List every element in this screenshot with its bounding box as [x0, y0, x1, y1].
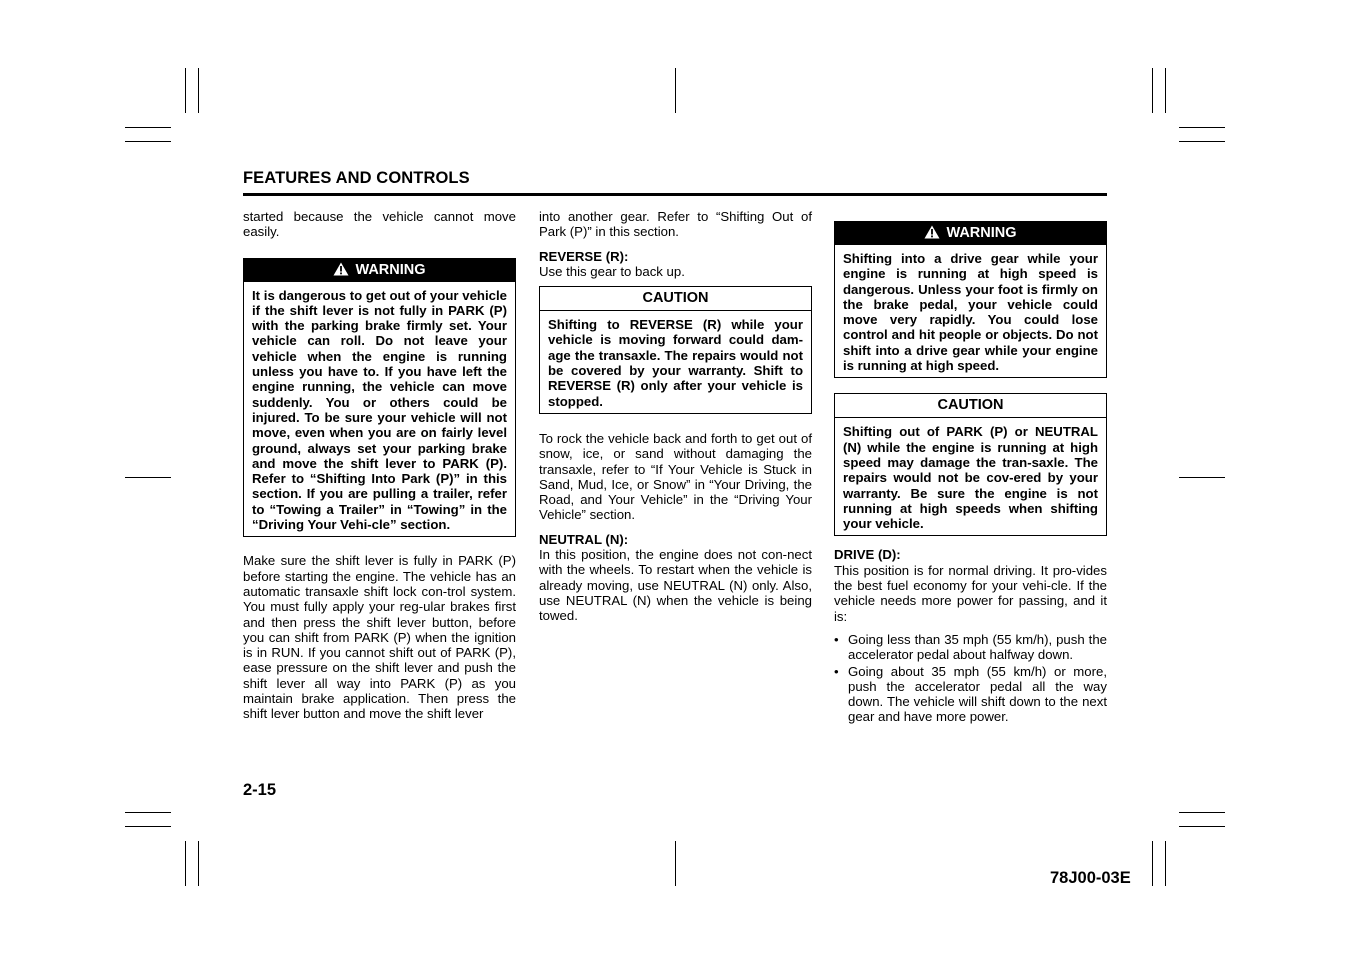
warning-label: WARNING	[946, 225, 1017, 241]
col1-body: Make sure the shift lever is fully in PARK (P) before starting the engine. The vehicle has an automatic transaxle shift lock con-trol system. You must fully apply your reg-ular brakes first and then press the shift lever button, before you can shift from PARK (P) when the ignition is in RUN. If you cannot shift out of PARK (P), ease pressure on the shift lever and push the shift lever all way into PARK (P) as you maintain brake application. Then press the shift lever button and move the shift lever	[243, 553, 516, 722]
rock-text: To rock the vehicle back and forth to get out of snow, ice, or sand without damaging the transaxle, refer to “If Your Vehicle is Stuck in Sand, Mud, Ice, or Snow” in “Your Driving, the Road, and Your Vehicle” in the “Driving Your Vehicle” section.	[539, 430, 812, 523]
document-code: 78J00-03E	[1050, 869, 1131, 887]
column-3	[834, 221, 1107, 725]
drive-heading: DRIVE (D):	[834, 547, 901, 563]
reverse-text: Use this gear to back up.	[539, 263, 685, 279]
caution-box	[834, 393, 1107, 536]
caution-header: CAUTION	[540, 287, 811, 311]
warning-triangle-icon	[924, 225, 940, 239]
caution-box	[539, 286, 812, 414]
caution-header: CAUTION	[835, 394, 1106, 418]
column-1	[243, 209, 516, 722]
drive-bullet-list	[834, 632, 1107, 725]
reverse-heading: REVERSE (R):	[539, 248, 629, 264]
warning-header	[244, 259, 515, 282]
warning-label: WARNING	[355, 261, 426, 278]
caution-text: Shifting out of PARK (P) or NEUTRAL (N) while the engine is running at high speed may damage the tran-saxle. The repairs would not be cov-ered by your warranty. Be sure the engine is not running at high speeds when shifting your vehicle.	[843, 424, 1098, 532]
warning-text: It is dangerous to get out of your vehicle if the shift lever is not fully in PARK (P) with the parking brake firmly set. Your vehicle can roll. Do not leave your vehicle when the engine is running unless you have to. If you have left the engine running, the vehicle can move suddenly. You or others could be injured. To be sure your vehicle will not move, even when you are on fairly level ground, always set your parking brake and move the shift lever to PARK (P). Refer to “Shifting Into Park (P)” in this section. If you are pulling a trailer, refer to “Towing a Trailer” in “Towing” in the “Driving Your Vehi-cle” section.	[252, 287, 507, 533]
warning-triangle-icon	[333, 262, 349, 276]
warning-header	[835, 222, 1106, 245]
warning-text: Shifting into a drive gear while your engine is running at high speed is dangerous. Unless your foot is firmly on the brake pedal, your vehicle could move very rapidly. You could lose control and hit people or objects. Do not shift into a drive gear while your engine is running at high speed.	[843, 251, 1098, 374]
page-number: 2-15	[243, 781, 277, 799]
warning-box	[834, 221, 1107, 378]
section-title: FEATURES AND CONTROLS	[243, 169, 470, 187]
list-item: • Going less than 35 mph (55 km/h), push the accelerator pedal about halfway down.	[834, 632, 1107, 663]
col1-intro: started because the vehicle cannot move easily.	[243, 209, 516, 240]
warning-box	[243, 258, 516, 538]
list-item: • Going about 35 mph (55 km/h) or more, push the accelerator pedal all the way down. The vehicle will shift down to the next gear and have more power.	[834, 664, 1107, 725]
col2-intro: into another gear. Refer to “Shifting Out of Park (P)” in this section.	[539, 209, 812, 240]
column-2	[539, 209, 812, 624]
neutral-heading: NEUTRAL (N):	[539, 531, 629, 547]
neutral-text: In this position, the engine does not con-nect with the wheels. To restart when the vehicle is already moving, use NEUTRAL (N) only. Also, use NEUTRAL (N) when the vehicle is being towed.	[539, 547, 812, 624]
caution-text: Shifting to REVERSE (R) while your vehicle is moving forward could dam-age the transaxle. The repairs would not be covered by your warranty. Shift to REVERSE (R) only after your vehicle is stopped.	[548, 317, 803, 409]
header-rule	[243, 193, 1107, 196]
drive-text: This position is for normal driving. It pro-vides the best fuel economy for your vehi-cle. If the vehicle needs more power for passing, and it is:	[834, 562, 1107, 624]
